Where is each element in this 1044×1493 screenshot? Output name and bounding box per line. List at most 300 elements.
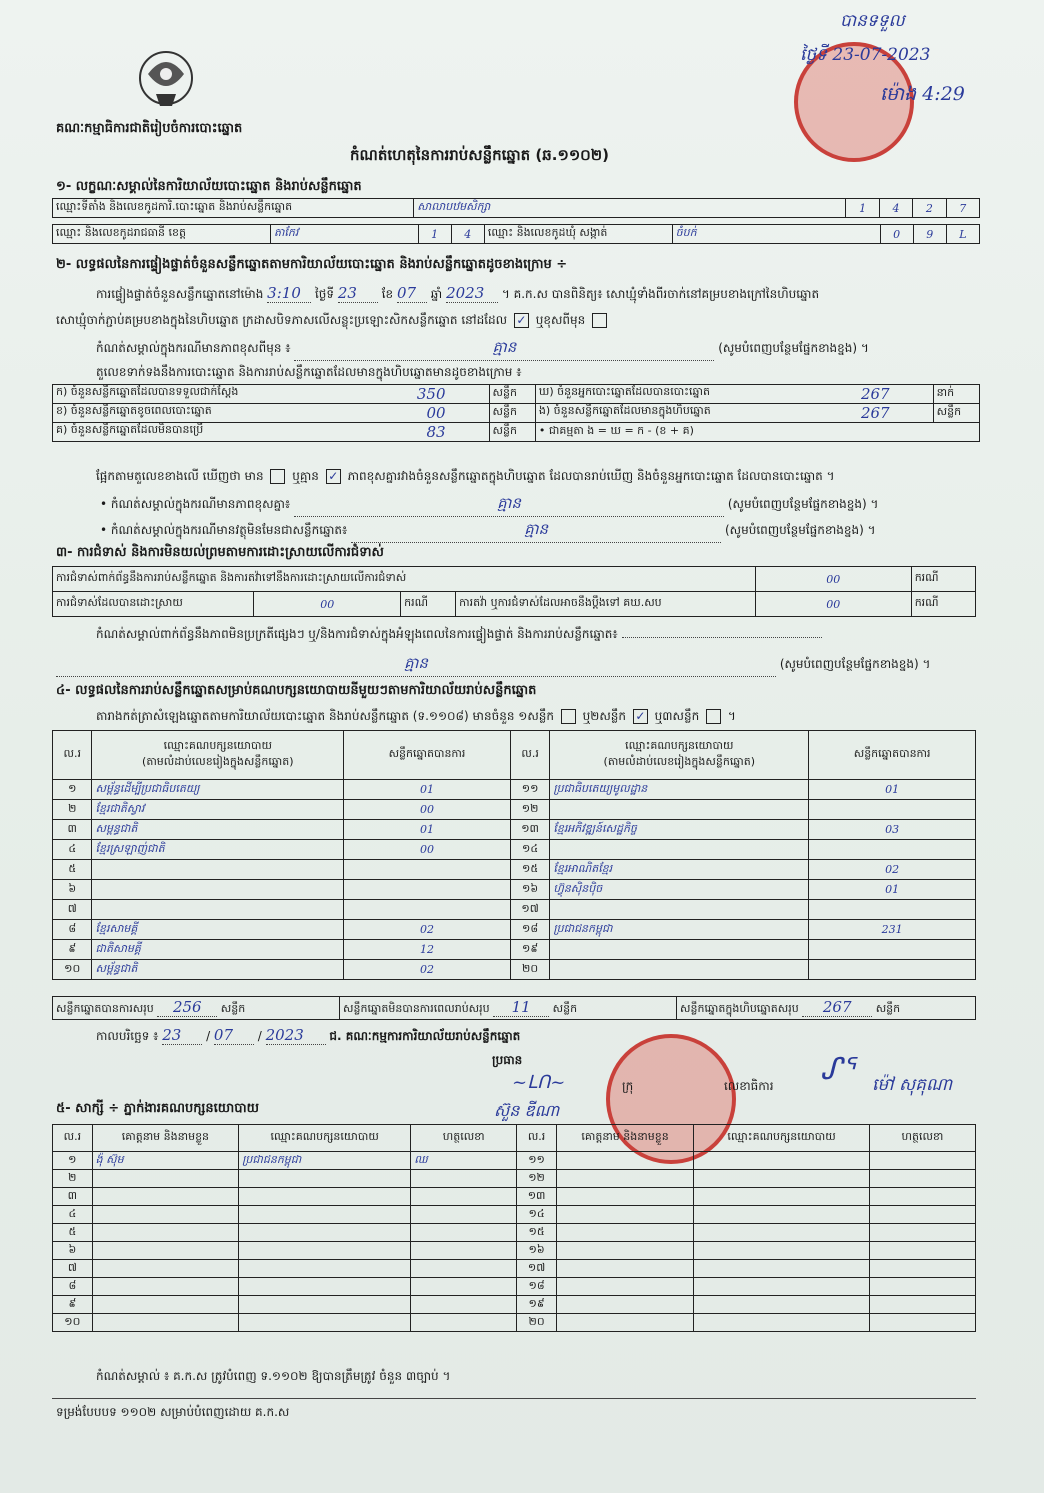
results-table (52, 730, 976, 980)
witness-no: ១៤ (517, 1206, 557, 1224)
result-votes: 00 (344, 840, 511, 860)
result-votes (809, 840, 976, 860)
count-unit-b: សន្លឹក (489, 404, 535, 423)
result-row (53, 780, 976, 800)
witness-party: ប្រជាជនកម្ពុជា (239, 1152, 411, 1170)
witness-col-sign: ហត្ថលេខា (869, 1125, 975, 1152)
totals-table (52, 996, 976, 1020)
witness-party (239, 1224, 411, 1242)
witness-col-name: គោត្តនាម និងនាមខ្លួន (92, 1125, 238, 1152)
objection-unit-2: ករណី (401, 592, 456, 617)
result-no: ៤ (53, 840, 92, 860)
witness-signature (869, 1242, 975, 1260)
count-value-d: 267 (860, 385, 890, 403)
result-party: ខ្មែរអាណិតខ្មែរ (550, 860, 809, 880)
count-table (52, 384, 980, 442)
count-label-d: ឃ) ចំនួនអ្នកបោះឆ្នោតដែលបានបោះឆ្នោត (538, 385, 710, 398)
result-no: ១៨ (510, 920, 550, 940)
result-no: ១៩ (510, 940, 550, 960)
total-valid-label: សន្លឹកឆ្នោតបានការសរុប (56, 1002, 154, 1015)
section1-table-2 (52, 224, 980, 244)
three-sheet-checkbox[interactable] (706, 709, 721, 724)
count-label-b: ខ) ចំនួនសន្លឹកឆ្នោតខូចពេលបោះឆ្នោត (56, 404, 212, 417)
count-label-e: ង) ចំនួនសន្លឹកឆ្នោតដែលមានក្នុងហិបឆ្នោត (538, 404, 711, 417)
result-votes: 03 (809, 820, 976, 840)
tally-text-a: តារាងកត់ត្រាសំឡេងឆ្នោតតាមការិយាល័យបោះឆ្នោត និងរាប់សន្លឹកឆ្នោត (ទ.១១០៨) មានចំនួន ១សន្លឹក (96, 709, 554, 723)
result-no: ៩ (53, 940, 92, 960)
result-votes: 02 (809, 860, 976, 880)
witness-no: ២ (53, 1170, 93, 1188)
tally-sheet-line: តារាងកត់ត្រាសំឡេងឆ្នោតតាមការិយាល័យបោះឆ្នោត និងរាប់សន្លឹកឆ្នោត (ទ.១១០៨) មានចំនួន ១សន្លឹក ឬ២សន្លឹក ✓ ឬ៣សន្លឹក ។ (96, 709, 736, 723)
witness-table (52, 1124, 976, 1332)
result-party (550, 960, 809, 980)
objection-note-line (96, 626, 976, 644)
witness-name (556, 1170, 693, 1188)
result-row (53, 860, 976, 880)
witness-row (53, 1206, 976, 1224)
verification-line (96, 284, 819, 304)
objection-note-line-2 (56, 654, 930, 677)
count-value-c: 83 (426, 423, 446, 441)
result-row (53, 940, 976, 960)
result-votes (344, 860, 511, 880)
result-row (53, 820, 976, 840)
witness-party (694, 1242, 870, 1260)
station-code-3: 2 (913, 199, 946, 218)
province-name: តាកែវ (270, 225, 418, 244)
witness-party (694, 1170, 870, 1188)
bullet1-label: • កំណត់សម្គាល់ក្នុងករណីមានភាពខុសគ្នា៖ (100, 497, 291, 511)
witness-party (694, 1278, 870, 1296)
result-votes: 00 (344, 800, 511, 820)
witness-col-no: ល.រ (53, 1125, 93, 1152)
result-votes: 01 (344, 780, 511, 800)
secretary-label: លេខាធិការ (724, 1079, 774, 1093)
result-party: ប្រជាជនកម្ពុជា (550, 920, 809, 940)
objection-table (52, 566, 976, 617)
count-label-c: គ) ចំនួនសន្លឹកឆ្នោតដែលមិនបានប្រើ (56, 423, 204, 436)
count-unit-e: សន្លឹក (933, 404, 979, 423)
witness-party (694, 1224, 870, 1242)
has-discrepancy-checkbox[interactable] (270, 469, 285, 484)
witness-party (694, 1296, 870, 1314)
witness-party (239, 1170, 411, 1188)
result-row (53, 880, 976, 900)
witness-col-no: ល.រ (517, 1125, 557, 1152)
result-party: ប្រជាធិបតេយ្យមូលដ្ឋាន (550, 780, 809, 800)
result-no: ១២ (510, 800, 550, 820)
result-party (92, 860, 344, 880)
result-party: ខ្មែរសាមគ្គី (92, 920, 344, 940)
witness-no: ៩ (53, 1296, 93, 1314)
station-name: សាលាបឋមសិក្សា (414, 199, 846, 218)
difference-note-label: កំណត់សម្គាល់ក្នុងករណីមានភាពខុសពីមុន ៖ (96, 341, 291, 355)
total-box-value: 267 (802, 998, 872, 1017)
witness-row (53, 1224, 976, 1242)
witness-no: ២០ (517, 1314, 557, 1332)
result-row (53, 840, 976, 860)
witness-row (53, 1260, 976, 1278)
objection-note-label: កំណត់សម្គាល់ពាក់ព័ន្ធនឹងភាពមិនប្រក្រតីផ្សេងៗ ឬ/និងការជំទាស់ក្នុងអំឡុងពេលនៃការផ្ទៀងផ្ទាត់ និងការរាប់សន្លឹកឆ្នោត៖ (96, 627, 618, 641)
witness-no: ១៥ (517, 1224, 557, 1242)
witness-no: ១០ (53, 1314, 93, 1332)
witness-signature (869, 1260, 975, 1278)
section4-heading: ៤- លទ្ធផលនៃការរាប់សន្លឹកឆ្នោតសម្រាប់គណបក្សនយោបាយនីមួយៗតាមការិយាល័យរាប់សន្លឹកឆ្នោត (56, 683, 537, 698)
witness-name (556, 1296, 693, 1314)
seal-text-b: ឬខុសពីមុន (535, 313, 586, 327)
count-value-a: 350 (416, 385, 446, 403)
count-row (53, 423, 980, 442)
witness-party (239, 1278, 411, 1296)
result-no: ១៧ (510, 900, 550, 920)
col-votes: សន្លឹកឆ្នោតបានការ (344, 731, 511, 780)
province-label: ឈ្មោះ និងលេខកូដរាជធានី ខេត្ត (53, 225, 271, 244)
witness-signature (869, 1278, 975, 1296)
bullet2-value: គ្មាន (351, 520, 721, 543)
objection-unit-3: ករណី (911, 592, 975, 617)
result-row (53, 900, 976, 920)
witness-signature: ឈ (411, 1152, 517, 1170)
witness-no: ១៧ (517, 1260, 557, 1278)
section2-heading: ២- លទ្ធផលនៃការផ្ទៀងផ្ទាត់ចំនួនសន្លឹកឆ្នោតតាមការិយាល័យបោះឆ្នោត និងរាប់សន្លឹកឆ្នោតដូចខាងក្រោម ÷ (56, 257, 568, 272)
result-party: សម្ពន្ធជាតិ (92, 820, 344, 840)
province-code-2: 4 (451, 225, 484, 244)
bullet2-label: • កំណត់សម្គាល់ក្នុងករណីមានវត្ថុមិនមែនជាសន្លឹកឆ្នោត៖ (100, 523, 348, 537)
two-sheet-checkbox[interactable]: ✓ (633, 709, 648, 724)
province-code-1: 1 (418, 225, 451, 244)
different-checkbox[interactable] (592, 313, 607, 328)
witness-no: ១ (53, 1152, 93, 1170)
witness-no: ១១ (517, 1152, 557, 1170)
result-votes (809, 800, 976, 820)
result-no: ១៤ (510, 840, 550, 860)
form-title: កំណត់ហេតុនៃការរាប់សន្លឹកឆ្នោត (ឆ.១១០២) (350, 146, 610, 164)
difference-note-value: គ្មាន (294, 338, 714, 361)
witness-signature (869, 1296, 975, 1314)
witness-signature (869, 1170, 975, 1188)
bullet1-value: គ្មាន (294, 494, 724, 517)
result-no: ២ (53, 800, 92, 820)
witness-party (239, 1260, 411, 1278)
objection-unit-1: ករណី (911, 567, 975, 592)
count-formula: • ជាគម្មតា ង = ឃ = ក - (ខ + គ) (535, 423, 979, 442)
witness-no: ១២ (517, 1170, 557, 1188)
result-votes: 01 (809, 780, 976, 800)
discrepancy-text-c: ភាពខុសគ្នារវាងចំនួនសន្លឹកឆ្នោតក្នុងហិបឆ្នោត ដែលបានរាប់ឃើញ និងចំនួនអ្នកបោះឆ្នោត ដែលបានបោះឆ្នោត ។ (347, 469, 835, 483)
section1-table (52, 198, 980, 218)
witness-signature (869, 1188, 975, 1206)
witness-signature (411, 1278, 517, 1296)
witness-name (556, 1224, 693, 1242)
objection-value-1: 00 (755, 567, 911, 592)
fill-hint: (សូមបំពេញបន្ថែមផ្នែកខាងខ្នង) ។ (779, 657, 931, 671)
witness-no: ១៨ (517, 1278, 557, 1296)
date-day: 23 (162, 1026, 202, 1045)
fill-hint: (សូមបំពេញបន្ថែមផ្នែកខាងខ្នង) ។ (718, 341, 869, 355)
station-code-4: 7 (946, 199, 979, 218)
result-votes (809, 960, 976, 980)
count-row (53, 385, 980, 404)
witness-col-sign: ហត្ថលេខា (411, 1125, 517, 1152)
witness-name (92, 1224, 238, 1242)
seal-line (56, 312, 610, 330)
objection-label-3: ការតវ៉ា ឬការជំទាស់ដែលអាចនឹងប្តឹងទៅ គឃ.សប (456, 592, 756, 617)
result-party (550, 840, 809, 860)
witness-row (53, 1170, 976, 1188)
witness-name (92, 1296, 238, 1314)
count-unit-c: សន្លឹក (489, 423, 535, 442)
witness-party (694, 1152, 870, 1170)
result-no: ៥ (53, 860, 92, 880)
verify-text-e: ។ គ.ក.ស បានពិនិត្យ៖ សោឃ្មុំទាំងពីរចាក់នៅគម្របខាងក្រៅនៃហិបឆ្នោត (501, 287, 820, 301)
received-label: បានទទួល (840, 11, 905, 31)
difference-note-line (96, 338, 869, 361)
witness-no: ៧ (53, 1260, 93, 1278)
witness-name (92, 1170, 238, 1188)
fill-hint: (សូមបំពេញបន្ថែមផ្នែកខាងខ្នង) ។ (724, 523, 876, 537)
witness-signature (869, 1152, 975, 1170)
witness-name (556, 1242, 693, 1260)
result-party: សម្ព័ន្ធជាតិ (92, 960, 344, 980)
same-checkbox[interactable]: ✓ (514, 313, 529, 328)
result-votes: 02 (344, 960, 511, 980)
witness-signature (411, 1188, 517, 1206)
witness-name: ង៉ុ ស៊ុម (92, 1152, 238, 1170)
result-no: ៨ (53, 920, 92, 940)
result-votes: 12 (344, 940, 511, 960)
chair-label: ប្រធាន (492, 1053, 523, 1067)
result-votes (809, 900, 976, 920)
discrepancy-text-a: ផ្អែកតាមតួលេខខាងលើ ឃើញថា មាន (96, 469, 264, 483)
witness-name (92, 1188, 238, 1206)
tally-text-c: ឬ៣សន្លឹក (654, 709, 700, 723)
result-no: ១៦ (510, 880, 550, 900)
verify-text-b: ថ្ងៃទី (315, 287, 335, 301)
witness-name (92, 1260, 238, 1278)
witness-party (239, 1314, 411, 1332)
count-value-e: 267 (860, 404, 890, 422)
witness-party (694, 1260, 870, 1278)
chair-name: ស៊ួន ឌីណា (494, 1101, 560, 1120)
received-time: ម៉ោង 4:29 (880, 83, 965, 105)
count-label-a: ក) ចំនួនសន្លឹកឆ្នោតដែលបានទទួលជាក់ស្តែង (56, 385, 239, 398)
witness-signature (869, 1314, 975, 1332)
unit: សន្លឹក (220, 1002, 246, 1015)
col-party-sub: (តាមលំដាប់លេខរៀងក្នុងសន្លឹកឆ្នោត) (603, 755, 756, 768)
result-party: សម្ព័ន្ធដើម្បីប្រជាធិបតេយ្យ (92, 780, 344, 800)
emblem-icon (134, 44, 198, 114)
witness-party (239, 1296, 411, 1314)
result-party: ខ្មែរអភិវឌ្ឍន៍សេដ្ឋកិច្ច (550, 820, 809, 840)
form-footer: ទម្រង់បែបបទ ១១០២ សម្រាប់បំពេញដោយ គ.ក.ស (56, 1405, 290, 1419)
result-party (92, 900, 344, 920)
unit: សន្លឹក (552, 1002, 578, 1015)
witness-party (694, 1206, 870, 1224)
verify-time: 3:10 (267, 284, 311, 303)
witness-row (53, 1242, 976, 1260)
commission-name: គណៈកម្មាធិការជាតិរៀបចំការបោះឆ្នោត (56, 121, 243, 136)
count-unit-d: នាក់ (933, 385, 979, 404)
count-value-b: 00 (426, 404, 446, 422)
witness-signature (869, 1224, 975, 1242)
commune-code-1: 0 (880, 225, 913, 244)
witness-name (92, 1314, 238, 1332)
witness-row (53, 1314, 976, 1332)
verify-month: 07 (397, 284, 427, 303)
section5-heading: ៥- សាក្សី ÷ ភ្នាក់ងារគណបក្សនយោបាយ (56, 1101, 259, 1116)
total-invalid-label: សន្លឹកឆ្នោតមិនបានការពេលរាប់សរុប (343, 1002, 490, 1015)
result-row (53, 920, 976, 940)
witness-name (92, 1206, 238, 1224)
witness-no: ៥ (53, 1224, 93, 1242)
witness-signature (411, 1242, 517, 1260)
no-discrepancy-checkbox[interactable]: ✓ (326, 469, 341, 484)
witness-no: ១៣ (517, 1188, 557, 1206)
witness-party (694, 1314, 870, 1332)
result-votes (344, 880, 511, 900)
witness-name (92, 1242, 238, 1260)
total-invalid-value: 11 (493, 998, 549, 1017)
station-code-2: 4 (879, 199, 912, 218)
witness-no: ៤ (53, 1206, 93, 1224)
witness-signature (411, 1170, 517, 1188)
witness-signature (411, 1296, 517, 1314)
total-box-label: សន្លឹកឆ្នោតក្នុងហិបឆ្នោតសរុប (680, 1002, 799, 1015)
result-party: ខ្មែរជាតិស្វាវ (92, 800, 344, 820)
objection-value-2: 00 (254, 592, 401, 617)
witness-no: ១៦ (517, 1242, 557, 1260)
date-label: កាលបរិច្ឆេទ ៖ (96, 1029, 159, 1043)
verify-text-c: ខែ (381, 287, 394, 301)
result-no: ៣ (53, 820, 92, 840)
result-party (550, 800, 809, 820)
seal-text: សោឃ្មុំចាក់ភ្ជាប់គម្របខាងក្នុងនៃហិបឆ្នោត ក្រដាសបិទភាសលើសន្លុះប្រឡោះសិកសន្លឹកឆ្នោត នៅដដែល (56, 313, 508, 327)
witness-name (556, 1314, 693, 1332)
witness-name (556, 1188, 693, 1206)
result-row (53, 960, 976, 980)
witness-signature (411, 1314, 517, 1332)
witness-row (53, 1278, 976, 1296)
secretary-signature: ᔑᕐ (820, 1052, 854, 1087)
witness-name (556, 1260, 693, 1278)
witness-party (239, 1242, 411, 1260)
col-party: ឈ្មោះគណបក្សនយោបាយ (163, 739, 272, 752)
col-party: ឈ្មោះគណបក្សនយោបាយ (625, 739, 734, 752)
objection-label-1: ការជំទាស់ពាក់ព័ន្ធនឹងការរាប់សន្លឹកឆ្នោត និងការតវ៉ាទៅនឹងការដោះស្រាយលើការជំទាស់ (53, 567, 756, 592)
member-label: ក្រុ (622, 1079, 634, 1093)
result-no: ៦ (53, 880, 92, 900)
result-no: ១០ (53, 960, 92, 980)
result-no: ១៣ (510, 820, 550, 840)
fill-hint: (សូមបំពេញបន្ថែមផ្នែកខាងខ្នង) ។ (727, 497, 879, 511)
witness-no: ៨ (53, 1278, 93, 1296)
footnote: កំណត់សម្គាល់ ៖ គ.ក.ស ត្រូវបំពេញ ទ.១១០២ ឱ្យបានត្រឹមត្រូវ ចំនួន ៣ច្បាប់ ។ (96, 1369, 451, 1383)
objection-label-2: ការជំទាស់ដែលបានដោះស្រាយ (53, 592, 254, 617)
section3-heading: ៣- ការជំទាស់ និងការមិនយល់ព្រមតាមការដោះស្រាយលើការជំទាស់ (56, 545, 384, 560)
result-no: ១៥ (510, 860, 550, 880)
chair-signature: ~ᒪᑎ~ (512, 1072, 566, 1093)
witness-col-party: ឈ្មោះគណបក្សនយោបាយ (694, 1125, 870, 1152)
witness-signature (869, 1206, 975, 1224)
witness-signature (411, 1224, 517, 1242)
commune-label: ឈ្មោះ និងលេខកូដឃុំ សង្កាត់ (484, 225, 672, 244)
verify-year: 2023 (446, 284, 498, 303)
witness-party (239, 1188, 411, 1206)
commune-code-2: 9 (913, 225, 946, 244)
result-votes (809, 940, 976, 960)
col-party-sub: (តាមលំដាប់លេខរៀងក្នុងសន្លឹកឆ្នោត) (142, 755, 294, 768)
verify-text-d: ឆ្នាំ (430, 287, 443, 301)
unit: សន្លឹក (875, 1002, 901, 1015)
discrepancy-line (96, 468, 835, 486)
result-party: ហ៊្វុនស៊ិនប៉ិច (550, 880, 809, 900)
result-no: ១ (53, 780, 92, 800)
result-no: ១១ (510, 780, 550, 800)
secretary-name: ម៉ៅ សុគុណា (872, 1075, 953, 1095)
total-valid-value: 256 (157, 998, 217, 1017)
one-sheet-checkbox[interactable] (561, 709, 576, 724)
section1-heading: ១- លក្ខណៈសម្គាល់នៃការិយាល័យបោះឆ្នោត និងរាប់សន្លឹកឆ្នោត (56, 179, 362, 194)
footer-divider (52, 1398, 976, 1399)
witness-no: ១៩ (517, 1296, 557, 1314)
result-no: ២០ (510, 960, 550, 980)
received-date: ថ្ងៃទី 23-07-2023 (800, 45, 931, 65)
result-votes: 01 (809, 880, 976, 900)
date-month: 07 (214, 1026, 254, 1045)
witness-party (239, 1206, 411, 1224)
witness-party (694, 1188, 870, 1206)
discrepancy-text-b: ឬគ្មាន (292, 469, 319, 483)
witness-col-party: ឈ្មោះគណបក្សនយោបាយ (239, 1125, 411, 1152)
result-votes: 02 (344, 920, 511, 940)
witness-row (53, 1296, 976, 1314)
result-votes: 01 (344, 820, 511, 840)
date-line: កាលបរិច្ឆេទ ៖ 23 / 07 / 2023 ជ. គណៈកម្មការការិយាល័យរាប់សន្លឹកឆ្នោត (96, 1026, 521, 1044)
witness-signature (411, 1260, 517, 1278)
witness-name (556, 1152, 693, 1170)
col-no: ល.រ (510, 731, 550, 780)
bullet1-line (100, 494, 878, 517)
verify-day: 23 (338, 284, 378, 303)
result-party (550, 900, 809, 920)
objection-note-value: គ្មាន (56, 654, 776, 677)
witness-name (556, 1278, 693, 1296)
witness-no: ៦ (53, 1242, 93, 1260)
count-row (53, 404, 980, 423)
result-votes: 231 (809, 920, 976, 940)
office-label: ជ. គណៈកម្មការការិយាល័យរាប់សន្លឹកឆ្នោត (329, 1029, 521, 1043)
commune-code-3: L (946, 225, 979, 244)
result-no: ៧ (53, 900, 92, 920)
objection-value-3: 00 (755, 592, 911, 617)
witness-signature (411, 1206, 517, 1224)
witness-col-name: គោត្តនាម និងនាមខ្លួន (556, 1125, 693, 1152)
result-party (550, 940, 809, 960)
witness-row (53, 1188, 976, 1206)
witness-row (53, 1152, 976, 1170)
result-row (53, 800, 976, 820)
commune-name: ចំបក់ (672, 225, 880, 244)
bullet2-line (100, 520, 876, 543)
witness-no: ៣ (53, 1188, 93, 1206)
date-year: 2023 (266, 1026, 326, 1045)
col-votes: សន្លឹកឆ្នោតបានការ (809, 731, 976, 780)
col-no: ល.រ (53, 731, 92, 780)
tally-text-b: ឬ២សន្លឹក (582, 709, 627, 723)
witness-name (556, 1206, 693, 1224)
station-code-1: 1 (846, 199, 879, 218)
count-intro: តួលេខទាក់ទងនឹងការបោះឆ្នោត និងការរាប់សន្លឹកឆ្នោតដែលមានក្នុងហិបឆ្នោតមានដូចខាងក្រោម ៖ (96, 365, 522, 379)
